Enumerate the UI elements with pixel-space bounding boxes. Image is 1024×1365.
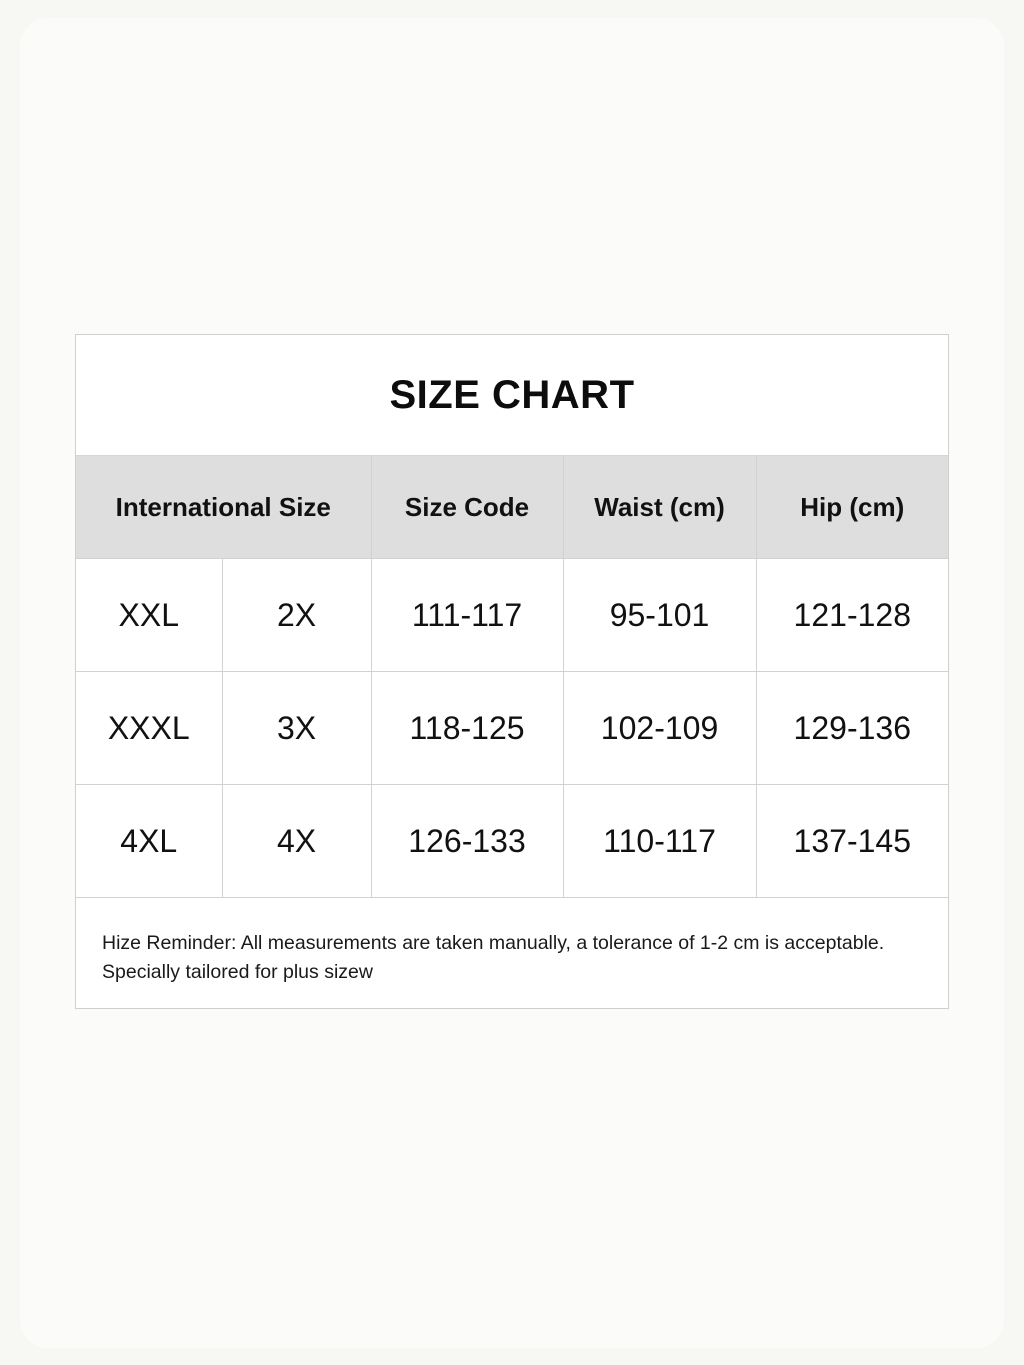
- cell-alt-size: 2X: [222, 559, 371, 672]
- cell-waist: 95-101: [563, 559, 756, 672]
- table-row: [76, 559, 948, 672]
- header-size-code: Size Code: [371, 456, 563, 559]
- cell-hip: 121-128: [756, 559, 948, 672]
- cell-size-code: 111-117: [371, 559, 563, 672]
- size-chart: [75, 334, 949, 1009]
- cell-size-code: 118-125: [371, 672, 563, 785]
- header-row: [76, 456, 948, 559]
- note-line-2: Specially tailored for plus sizew: [102, 961, 373, 983]
- size-table: [76, 456, 948, 898]
- table-row: [76, 672, 948, 785]
- header-international-size: International Size: [76, 456, 371, 559]
- cell-alt-size: 3X: [222, 672, 371, 785]
- table-row: [76, 785, 948, 898]
- cell-alt-size: 4X: [222, 785, 371, 898]
- cell-international-size: 4XL: [76, 785, 222, 898]
- cell-waist: 102-109: [563, 672, 756, 785]
- header-hip: Hip (cm): [756, 456, 948, 559]
- cell-international-size: XXL: [76, 559, 222, 672]
- cell-size-code: 126-133: [371, 785, 563, 898]
- cell-international-size: XXXL: [76, 672, 222, 785]
- cell-hip: 137-145: [756, 785, 948, 898]
- note-line-1: Hize Reminder: All measurements are taken manually, a tolerance of 1-2 cm is acceptable.: [102, 932, 885, 954]
- cell-hip: 129-136: [756, 672, 948, 785]
- cell-waist: 110-117: [563, 785, 756, 898]
- chart-title: SIZE CHART: [76, 335, 948, 456]
- size-reminder-note: [76, 896, 948, 1008]
- header-waist: Waist (cm): [563, 456, 756, 559]
